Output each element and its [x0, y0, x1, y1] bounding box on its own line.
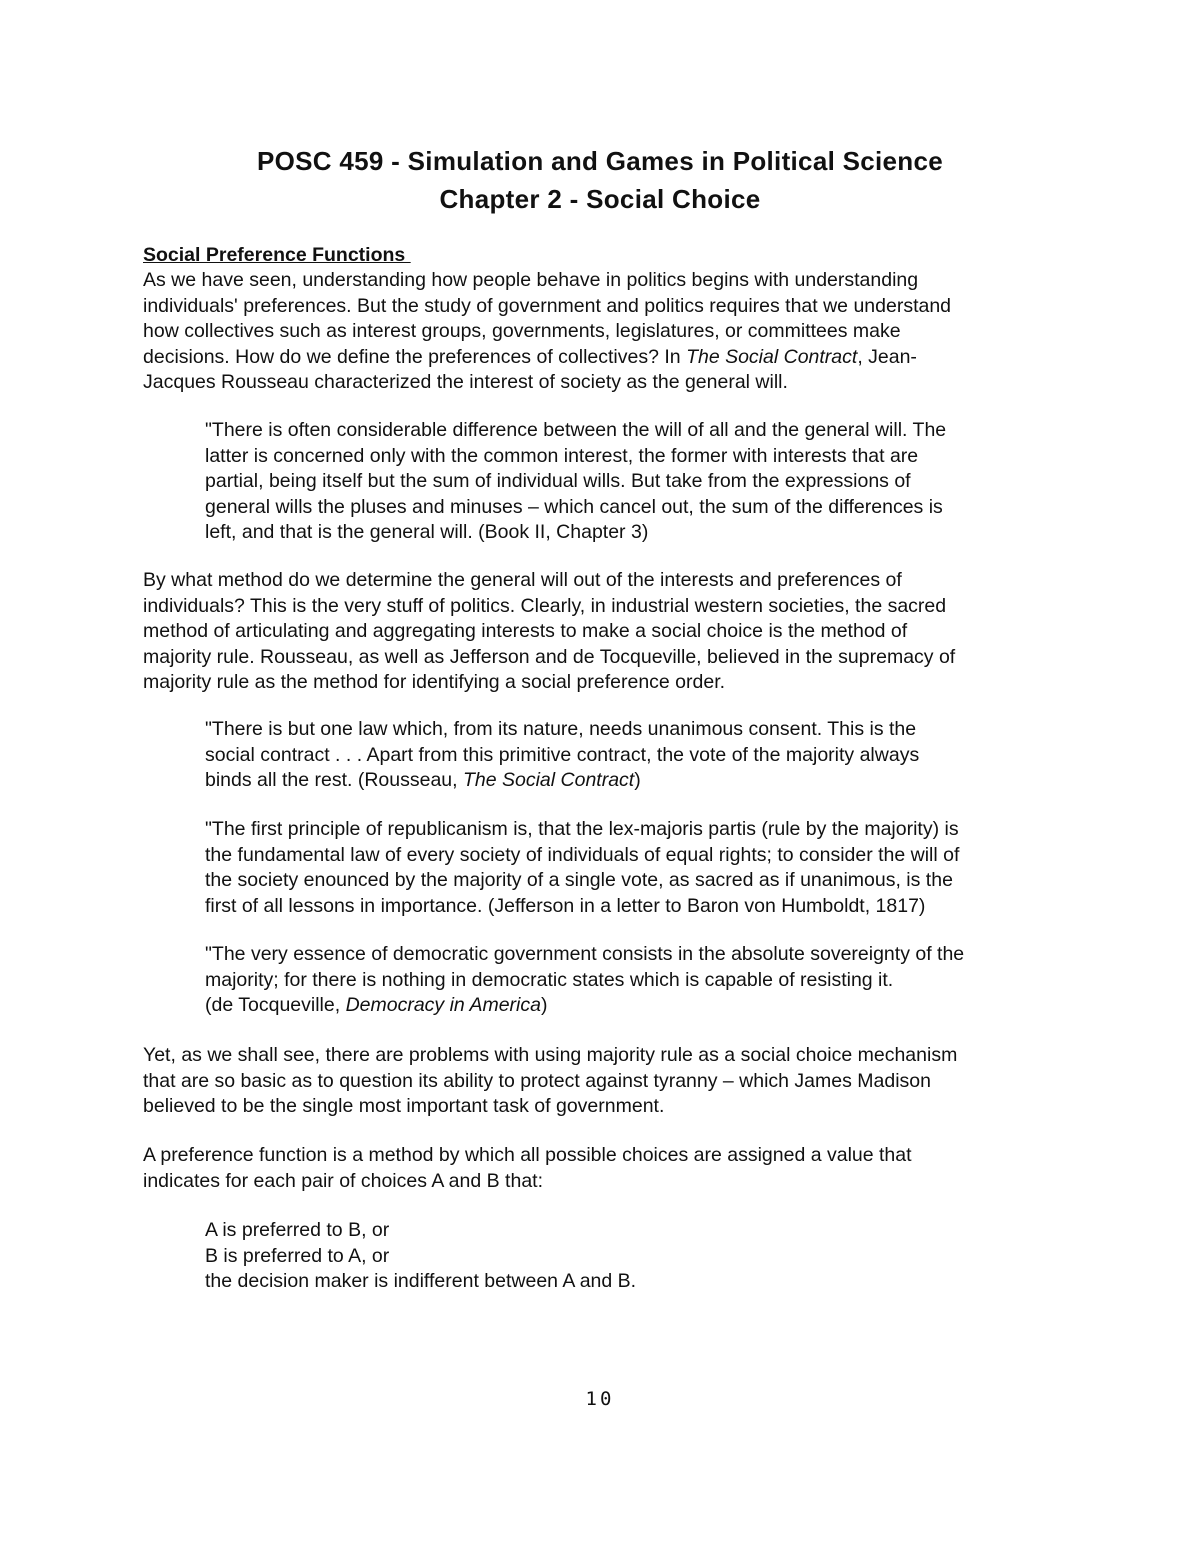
text-line: partial, being itself but the sum of individual wills. But take from the expressions of	[205, 470, 911, 493]
text-line: "The first principle of republicanism is, that the lex-majoris partis (rule by the majority) is	[205, 818, 959, 840]
paragraph-method	[143, 568, 1083, 696]
paragraph-intro	[143, 268, 1083, 396]
text-line: latter is concerned only with the common interest, the former with interests that are	[205, 444, 919, 467]
paragraph-problems	[143, 1043, 1083, 1120]
quote-tocqueville	[205, 942, 1085, 1019]
text-line: the society enounced by the majority of a single vote, as sacred as if unanimous, is the	[205, 869, 953, 892]
text-line: individuals' preferences. But the study of government and politics requires that we understand	[143, 294, 952, 317]
text-line: how collectives such as interest groups, governments, legislatures, or committees make	[143, 320, 901, 343]
text-line	[205, 768, 1085, 794]
text-line	[205, 993, 1085, 1019]
chapter-title: Chapter 2 - Social Choice	[439, 184, 761, 214]
text-span: )	[634, 769, 641, 792]
paragraph-preference-function	[143, 1143, 1083, 1194]
text-line: believed to be the single most important task of government.	[143, 1095, 665, 1118]
book-title-italic: The Social Contract	[686, 345, 858, 368]
text-line: the fundamental law of every society of individuals of equal rights; to consider the will of	[205, 843, 960, 866]
text-line: first of all lessons in importance. (Jefferson in a letter to Baron von Humboldt, 1817)	[205, 894, 926, 917]
text-line: Yet, as we shall see, there are problems with using majority rule as a social choice mechanism	[143, 1044, 958, 1066]
text-line: indicates for each pair of choices A and B that:	[143, 1169, 543, 1192]
book-title-italic: Democracy in America	[345, 994, 541, 1017]
book-title-italic: The Social Contract	[462, 769, 635, 792]
text-line: By what method do we determine the general will out of the interests and preferences of	[143, 569, 902, 591]
quote-rousseau-general-will	[205, 418, 1085, 546]
text-line: Jacques Rousseau characterized the interest of society as the general will.	[143, 371, 788, 394]
text-span: )	[540, 994, 548, 1017]
text-line: As we have seen, understanding how people behave in politics begins with understanding	[143, 269, 919, 291]
text-line: majority rule. Rousseau, as well as Jefferson and de Tocqueville, believed in the supremacy of	[143, 645, 956, 668]
text-line: "There is often considerable difference between the will of all and the general will. The	[205, 419, 947, 441]
option-line: the decision maker is indifferent between A and B.	[205, 1270, 637, 1293]
text-line: social contract . . . Apart from this primitive contract, the vote of the majority always	[205, 743, 920, 766]
quote-jefferson	[205, 817, 1085, 919]
text-line: individuals? This is the very stuff of politics. Clearly, in industrial western societies, the sacred	[143, 594, 947, 617]
text-line: that are so basic as to question its ability to protect against tyranny – which James Madison	[143, 1069, 931, 1092]
text-span: , Jean-	[857, 345, 917, 368]
preference-options	[205, 1218, 1085, 1295]
text-span: (de Tocqueville,	[205, 994, 346, 1017]
text-line: "The very essence of democratic government consists in the absolute sovereignty of the	[205, 943, 965, 965]
quote-rousseau-social-contract	[205, 717, 1085, 794]
document-title: POSC 459 - Simulation and Games in Political Science	[256, 146, 944, 176]
text-line: "There is but one law which, from its nature, needs unanimous consent. This is the	[205, 718, 917, 740]
text-span: binds all the rest. (Rousseau,	[205, 769, 463, 792]
text-line: left, and that is the general will. (Book II, Chapter 3)	[205, 521, 649, 544]
text-line: method of articulating and aggregating interests to make a social choice is the method of	[143, 620, 908, 643]
option-line: A is preferred to B, or	[205, 1219, 390, 1241]
text-line: general wills the pluses and minuses – which cancel out, the sum of the differences is	[205, 495, 943, 518]
text-line	[143, 345, 1083, 371]
text-line: A preference function is a method by which all possible choices are assigned a value that	[143, 1144, 912, 1166]
section-heading: Social Preference Functions	[143, 244, 411, 266]
text-line: majority; for there is nothing in democratic states which is capable of resisting it.	[205, 968, 894, 991]
page-number: 10	[585, 1388, 615, 1410]
text-span: decisions. How do we define the preferences of collectives? In	[143, 345, 687, 368]
text-line: majority rule as the method for identifying a social preference order.	[143, 671, 726, 694]
option-line: B is preferred to A, or	[205, 1244, 390, 1267]
